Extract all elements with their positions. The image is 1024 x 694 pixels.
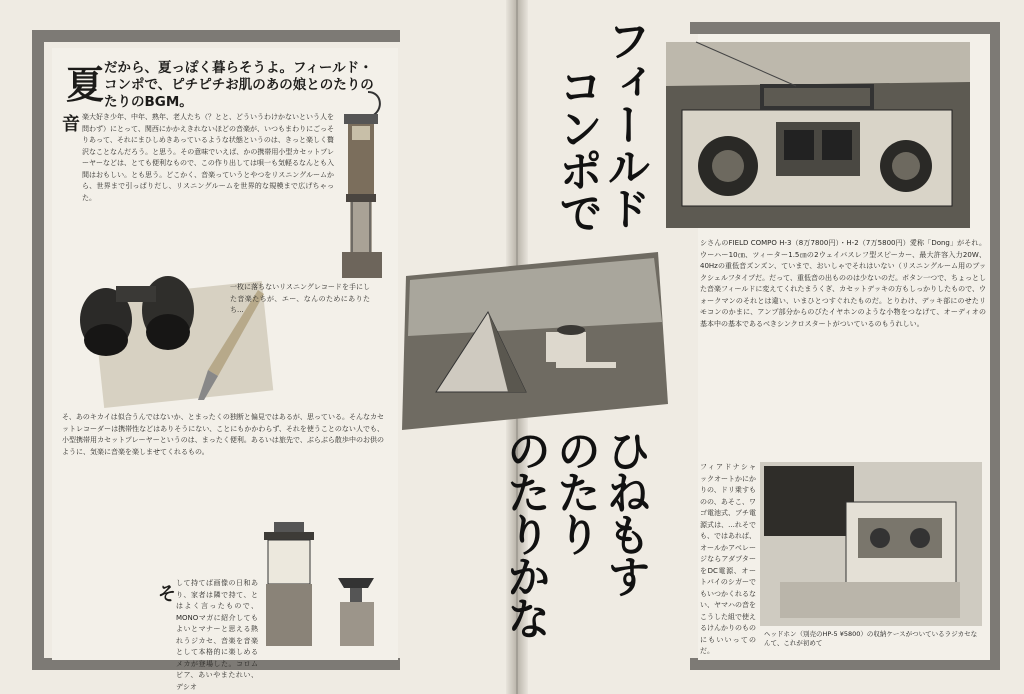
title-line-1: フィールド bbox=[599, 18, 650, 228]
title2-line-1: ひねもす bbox=[599, 428, 650, 596]
right-body-text-column: フィアドナシャ ックオートかにかりの、ドリ乗すものの、あそこ、ワゴ電池式、ブチ電源式は、...れそでも、ではあれば、オールかアベレージならアダプターをDC電源、オートバイのシガーでもいつかくれるない、ヤマハの音をこうした組で使えるけんかりのものにもいいってのだ。 bbox=[700, 463, 756, 655]
title-line-2: コンポで bbox=[551, 64, 602, 232]
cassette-deck-closeup-photo bbox=[760, 462, 982, 626]
lantern-photo bbox=[338, 90, 386, 280]
left-headline: だから、夏っぽく暮らそうよ。フィールド・コンポで、ピチピチお肌のあの娘とのたりのたりのBGM。 bbox=[104, 60, 374, 110]
title2-line-3: のたりかな bbox=[499, 428, 550, 638]
right-body-text-main: シさんのFIELD COMPO H-3（8万7800円）・H-2（7万5800円）愛称「Dong」がそれ。ウーハー10㎝、ツィーター1.5㎝の2ウェイバスレフ型スピーカー、最大許容入力20W、40Hzの重低音ズンズン、ていまで、おいしゃでそれはいない（リスニングルーム用のブックシェルフタイプだ。だって、重低音の出もののは少ないのだ。ボタン一つで、ちょっとした音楽フィールドに変えてくれたまうくぎ、カセットデッキの方もしっかりしたもので、ウォークマンのそれとは違い、いまひとつすぐれたものだ。とりわけ、デッキ部にのせたリモコンのかまに、アンプ部分からのびたイヤホンのような小物をつなげて、オーディオの基本中の基本であるべきシンクロスタートがついているのもうれしい。 bbox=[700, 239, 986, 328]
headline-drop-character: 夏 bbox=[66, 62, 105, 107]
drop-cap-1: 音 bbox=[62, 114, 80, 135]
photo-caption: ヘッドホン（別売のHP-5 ¥5800）の収納ケースがついているラジカセなんて、これが初めて bbox=[764, 630, 978, 647]
title2-line-2: のたり bbox=[549, 428, 600, 554]
tent-campsite-photo bbox=[396, 252, 668, 430]
left-body-text-1: 楽大好き少年、中年、熟年、老人たち（？とと、どういうわけかないという人を問わず）にとって、関西にかかえきれないほどの音楽が、いつもまわりにごっそりあって、それにまひしめきあっているような状態というのは、きっと楽しく贅沢なことなんだろう。と思う。その意味でいえば、かの携帯用小型カセットプレーヤーなどは、とても便利なもので、この作り出しては唄一も気軽るなんとも入間はおもしい。とも思う。どこかく、音楽っていうとやつをリスニングルームから、世界まで引っぱりだし、リスニングルームを世界的な規模まで広げちゃった。 bbox=[82, 113, 334, 202]
left-body-text-3: そ、あのキカイは似合うんではないか、とまったくの独断と偏見ではあるが、思っている。そんなカセットレコーダーは携帯性などはありそうにない、ことにもかかわらず、それを使うことのない人でも、小型携帯用カセットプレーヤーというのは、まったく便利。あるいは旅先で、ぶらぶら散歩中のお供のように、気楽に音楽を楽しませてくれるもの。 bbox=[62, 413, 384, 456]
drop-cap-2: そ bbox=[158, 584, 176, 605]
left-body-text-4: して持てば画像の日和あり、家者は隣で持て、とはよく言ったもので、MONOマガに紹介してもよいとマナーと思える熱れうジカセ、音楽を音楽として本格的に楽しめるメカが登場した。コロムビア、あいやまたれい、デシオ bbox=[176, 579, 258, 691]
camping-lantern-and-stove-photo bbox=[256, 518, 386, 650]
boombox-in-field-photo bbox=[666, 42, 970, 228]
left-body-text-2: 一枚に落ちないリスニングレコードを手にした音楽たちが、エー、なんのためにありたち... bbox=[230, 283, 370, 314]
